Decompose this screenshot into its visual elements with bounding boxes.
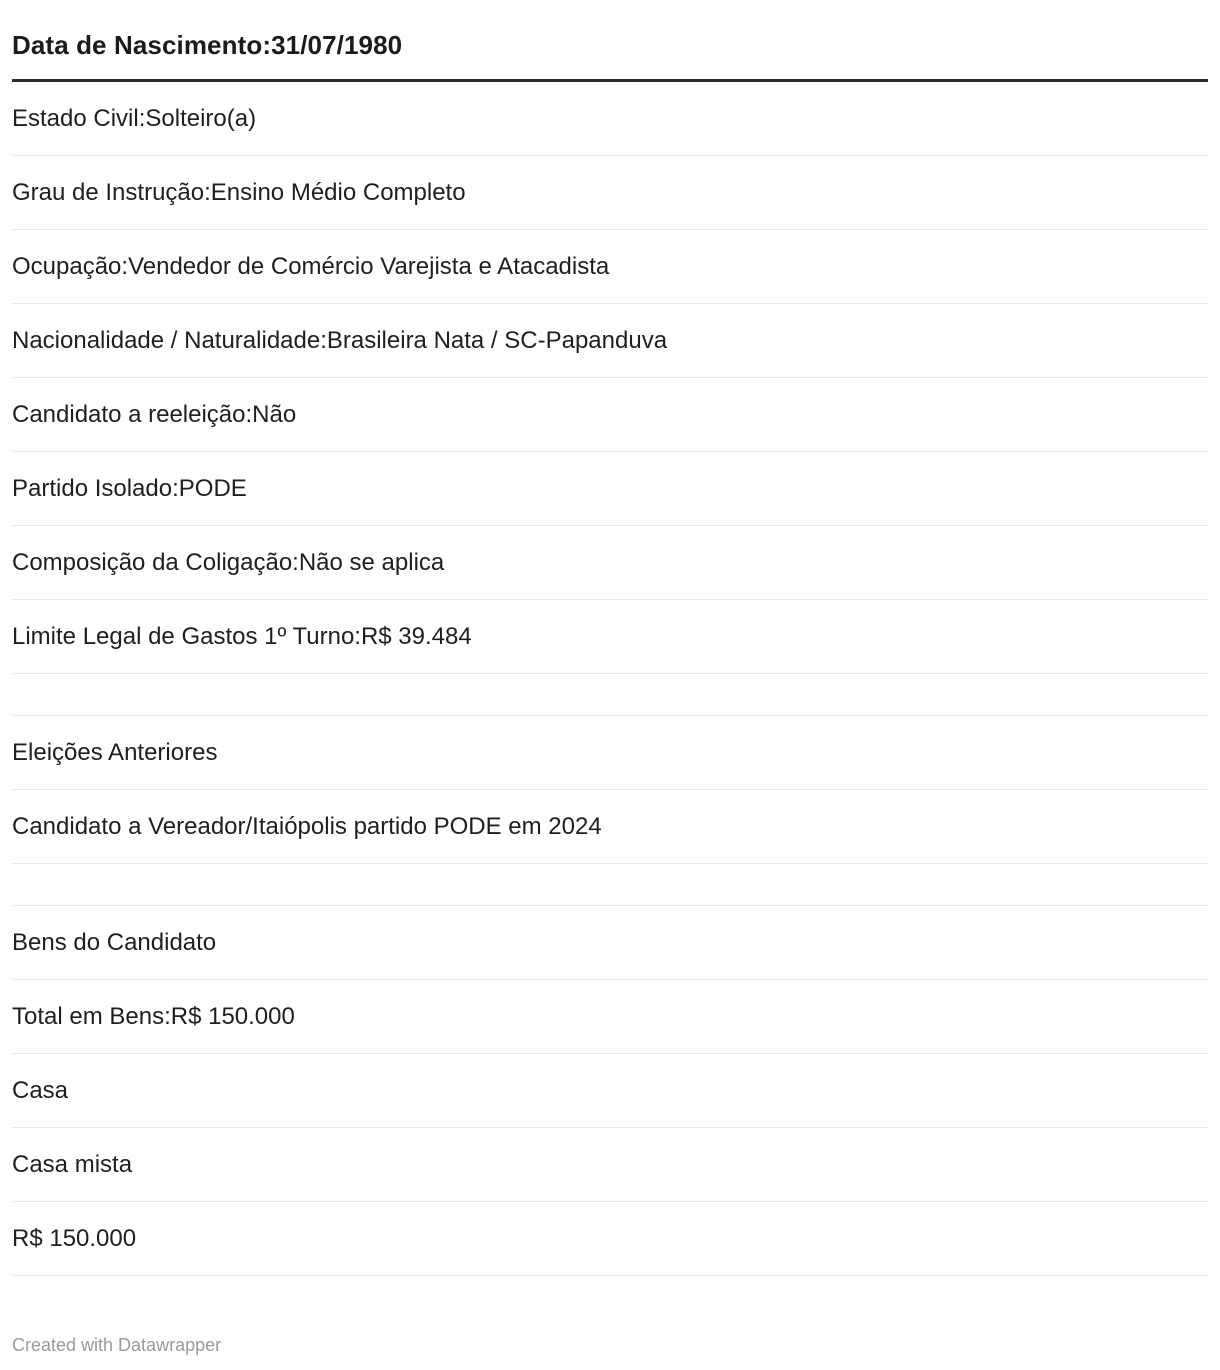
cell-text: Composição da Coligação:Não se aplica [12, 548, 445, 576]
cell-text: Casa [12, 1076, 69, 1104]
section-title: Bens do Candidato [12, 928, 217, 956]
table-row [12, 230, 1208, 304]
table-row [12, 980, 1208, 1054]
table-row [12, 600, 1208, 674]
cell-text: Grau de Instrução:Ensino Médio Completo [12, 178, 466, 206]
table-row [12, 304, 1208, 378]
section-title: Eleições Anteriores [12, 738, 218, 766]
table-row [12, 1128, 1208, 1202]
cell-text: Nacionalidade / Naturalidade:Brasileira Nata / SC-Papanduva [12, 326, 668, 354]
table-row [12, 1054, 1208, 1128]
cell-text: Candidato a Vereador/Itaiópolis partido PODE em 2024 [12, 812, 602, 840]
cell-text: Casa mista [12, 1150, 133, 1178]
table-spacer-row [12, 864, 1208, 906]
table-row [12, 156, 1208, 230]
cell-text: Total em Bens:R$ 150.000 [12, 1002, 295, 1030]
datawrapper-credit: Created with Datawrapper [12, 1335, 222, 1355]
table-row [12, 790, 1208, 864]
table-body [12, 82, 1208, 1276]
table-header-row [12, 0, 1208, 82]
cell-text: R$ 150.000 [12, 1224, 137, 1252]
header-birthdate-text: Data de Nascimento:31/07/1980 [12, 30, 403, 60]
table-row [12, 1202, 1208, 1276]
table-row [12, 378, 1208, 452]
table-section-row [12, 716, 1208, 790]
table-row [12, 452, 1208, 526]
cell-text: Candidato a reeleição:Não [12, 400, 297, 428]
cell-text: Partido Isolado:PODE [12, 474, 247, 502]
cell-text: Limite Legal de Gastos 1º Turno:R$ 39.484 [12, 622, 472, 650]
cell-text: Estado Civil:Solteiro(a) [12, 104, 257, 132]
table-row [12, 82, 1208, 156]
cell-text: Ocupação:Vendedor de Comércio Varejista e Atacadista [12, 252, 610, 280]
table-spacer-row [12, 674, 1208, 716]
table-section-row [12, 906, 1208, 980]
table-row [12, 526, 1208, 600]
